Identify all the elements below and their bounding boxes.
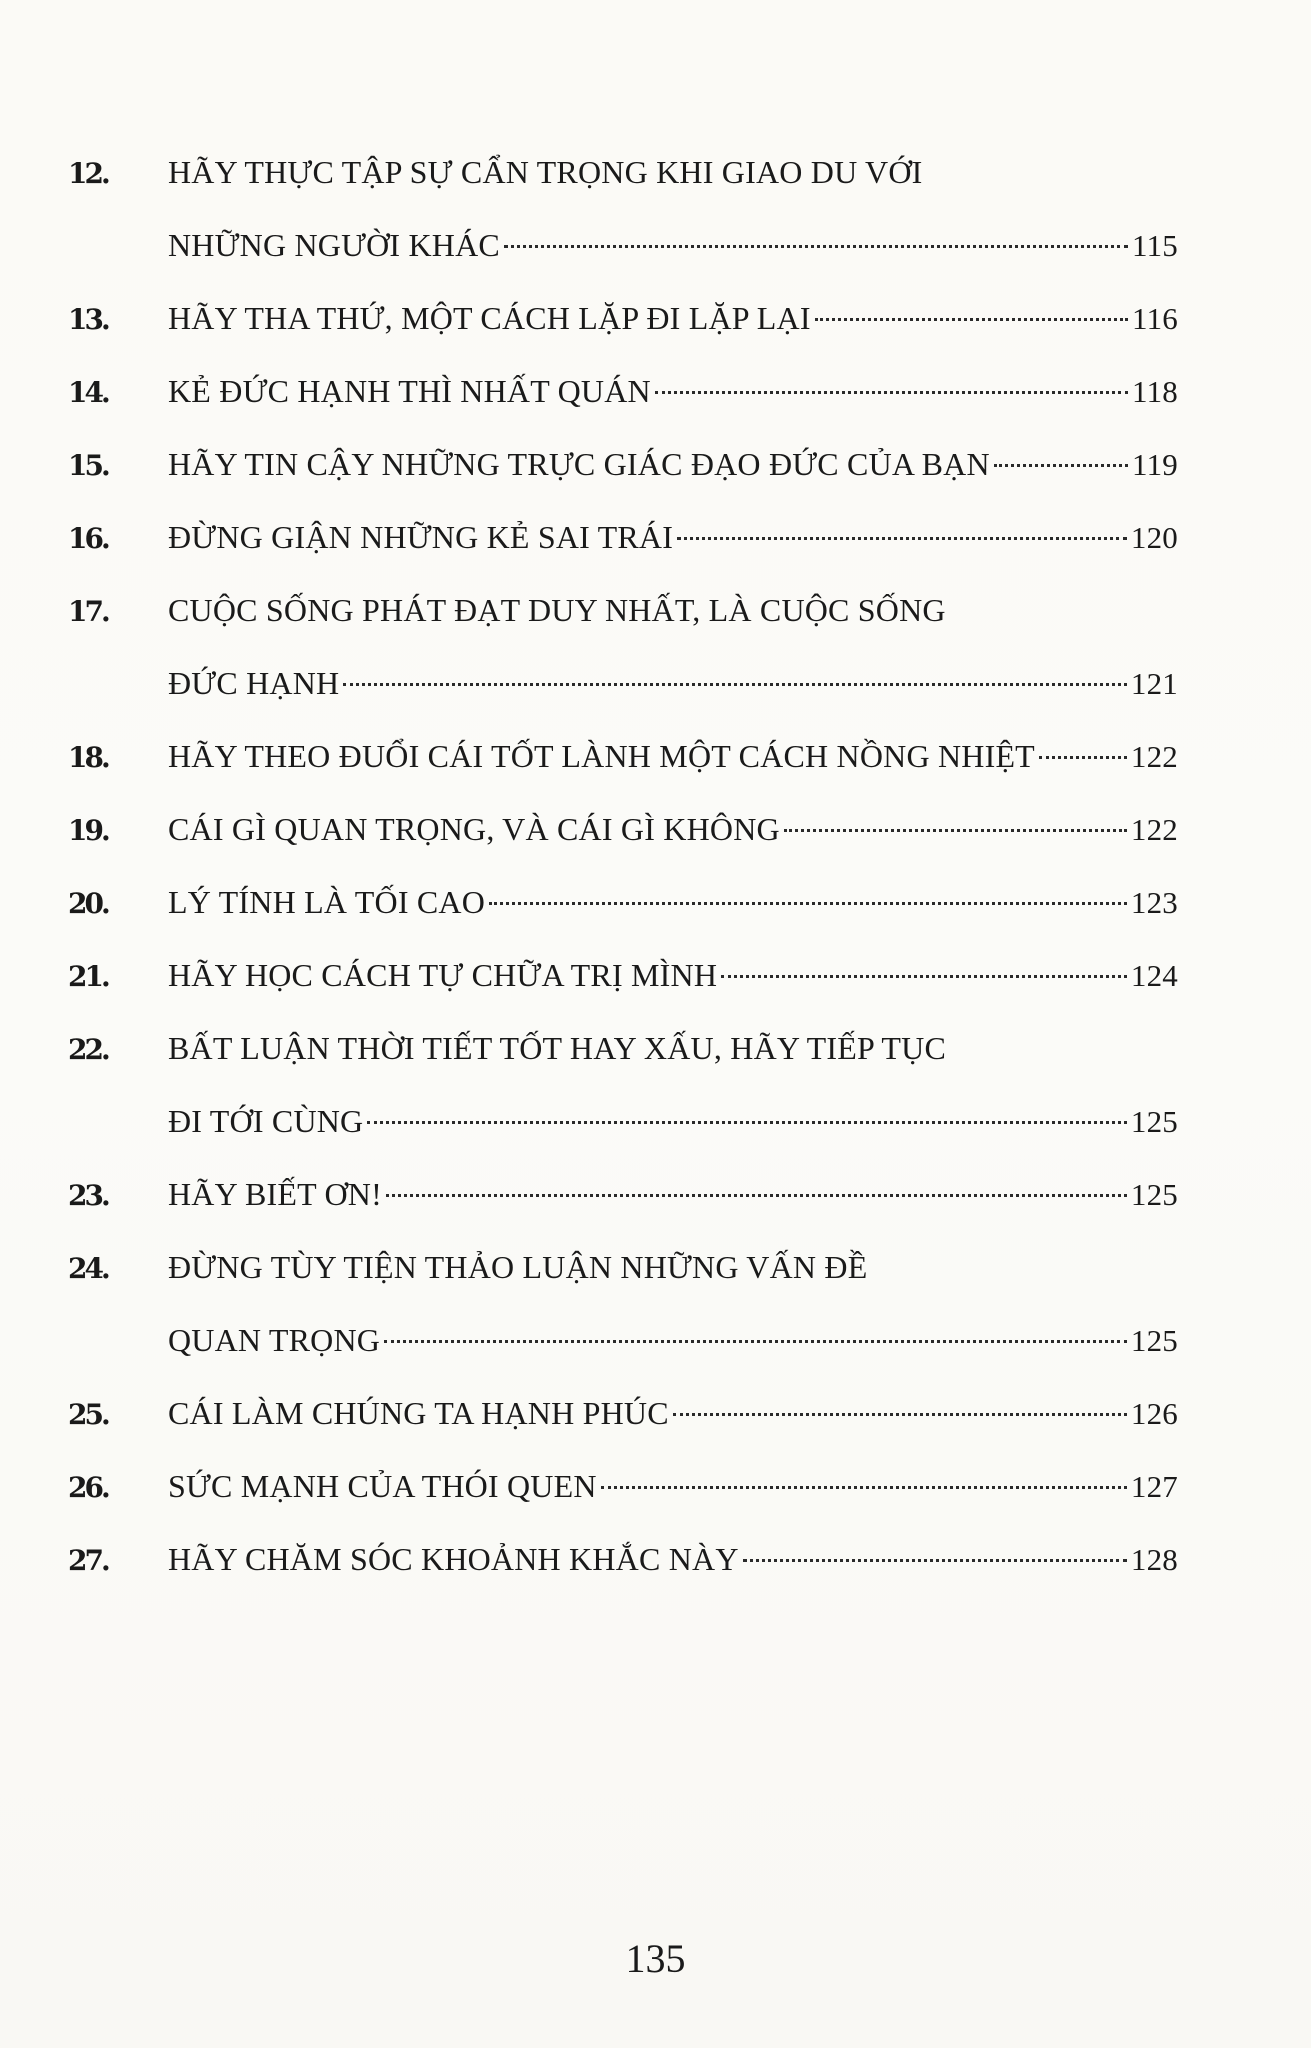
toc-entry-line	[68, 282, 1178, 355]
toc-entry-line	[68, 1231, 1178, 1304]
dot-leader	[504, 245, 1128, 248]
toc-entry-title: NHỮNG NGƯỜI KHÁC	[168, 227, 500, 263]
toc-entry-line	[68, 1085, 1178, 1158]
toc-entry-page: 124	[1130, 958, 1178, 993]
toc-entry-line	[68, 939, 1178, 1012]
toc-entry-title: HÃY THỰC TẬP SỰ CẨN TRỌNG KHI GIAO DU VỚI	[168, 154, 923, 190]
toc-entry-line	[68, 793, 1178, 866]
toc-entry-page: 126	[1130, 1396, 1178, 1431]
toc-entry-page: 121	[1130, 666, 1178, 701]
toc-entry-line	[68, 428, 1178, 501]
toc-entry	[68, 1450, 1178, 1523]
toc-entry-line	[68, 1158, 1178, 1231]
toc-entry-number: 21.	[68, 960, 108, 993]
toc-entry-title: BẤT LUẬN THỜI TIẾT TỐT HAY XẤU, HÃY TIẾP TỤC	[168, 1030, 947, 1066]
toc-entry-title: SỨC MẠNH CỦA THÓI QUEN	[168, 1468, 597, 1504]
toc-entry-line	[68, 1377, 1178, 1450]
toc-entry-line	[68, 1012, 1178, 1085]
toc-entry	[68, 574, 1178, 720]
toc-entry-page: 122	[1130, 812, 1178, 847]
toc-entry-number: 13.	[68, 303, 108, 336]
toc-entry-line	[68, 209, 1178, 282]
toc-entry-number: 14.	[68, 376, 108, 409]
page-number: 135	[625, 1936, 686, 1981]
dot-leader	[343, 683, 1127, 686]
toc-entry-number: 16.	[68, 522, 108, 555]
toc-entry	[68, 793, 1178, 866]
toc-entry-title: HÃY TIN CẬY NHỮNG TRỰC GIÁC ĐẠO ĐỨC CỦA BẠN	[168, 446, 990, 482]
toc-entry-number: 15.	[68, 449, 108, 482]
toc-entry-page: 127	[1130, 1469, 1178, 1504]
toc-entry-title: CUỘC SỐNG PHÁT ĐẠT DUY NHẤT, LÀ CUỘC SỐNG	[168, 592, 946, 628]
dot-leader	[677, 537, 1127, 540]
toc-entry-number: 17.	[68, 595, 108, 628]
dot-leader	[994, 464, 1128, 467]
dot-leader	[1039, 756, 1127, 759]
dot-leader	[384, 1340, 1127, 1343]
toc-entry-number: 23.	[68, 1179, 108, 1212]
toc-entry-number: 22.	[68, 1033, 108, 1066]
toc-entry-number: 24.	[68, 1252, 108, 1285]
toc-entry-title: QUAN TRỌNG	[168, 1322, 381, 1358]
toc-entry	[68, 1231, 1178, 1377]
toc-entry-page: 125	[1130, 1177, 1178, 1212]
toc-entry	[68, 1523, 1178, 1596]
toc-entry-number: 19.	[68, 814, 108, 847]
toc-entry	[68, 720, 1178, 793]
dot-leader	[815, 318, 1128, 321]
toc-entry	[68, 501, 1178, 574]
toc-entry-line	[68, 574, 1178, 647]
toc-entry-line	[68, 136, 1178, 209]
toc-entry	[68, 282, 1178, 355]
dot-leader	[655, 391, 1128, 394]
toc-entry-page: 125	[1130, 1104, 1178, 1139]
toc-entry-title: HÃY BIẾT ƠN!	[168, 1176, 382, 1212]
toc-entry-title: HÃY CHĂM SÓC KHOẢNH KHẮC NÀY	[168, 1541, 739, 1577]
toc-entry-page: 115	[1132, 228, 1178, 263]
toc-entry	[68, 866, 1178, 939]
dot-leader	[784, 829, 1127, 832]
toc-entry-title: HÃY HỌC CÁCH TỰ CHỮA TRỊ MÌNH	[168, 957, 718, 993]
dot-leader	[489, 902, 1127, 905]
dot-leader	[673, 1413, 1127, 1416]
dot-leader	[386, 1194, 1127, 1197]
toc-entry-title: KẺ ĐỨC HẠNH THÌ NHẤT QUÁN	[168, 373, 651, 409]
toc-entry-number: 20.	[68, 887, 108, 920]
toc-entry-page: 119	[1132, 447, 1178, 482]
toc-entry-title: CÁI LÀM CHÚNG TA HẠNH PHÚC	[168, 1395, 669, 1431]
toc-entry-line	[68, 866, 1178, 939]
toc-entry-title: ĐỪNG TÙY TIỆN THẢO LUẬN NHỮNG VẤN ĐỀ	[168, 1249, 868, 1285]
toc-entry-line	[68, 720, 1178, 793]
toc-entry-line	[68, 501, 1178, 574]
toc-entry-line	[68, 1304, 1178, 1377]
toc-entry-page: 125	[1130, 1323, 1178, 1358]
toc-entry-number: 27.	[68, 1544, 108, 1577]
toc-entry-number: 18.	[68, 741, 108, 774]
dot-leader	[601, 1486, 1127, 1489]
toc-entry-page: 122	[1130, 739, 1178, 774]
toc-entry-page: 116	[1132, 301, 1178, 336]
toc-entry-line	[68, 1523, 1178, 1596]
toc-entry-title: CÁI GÌ QUAN TRỌNG, VÀ CÁI GÌ KHÔNG	[168, 811, 780, 847]
table-of-contents	[68, 136, 1178, 1596]
toc-entry-title: HÃY THA THỨ, MỘT CÁCH LẶP ĐI LẶP LẠI	[168, 300, 811, 336]
toc-entry-page: 120	[1130, 520, 1178, 555]
toc-entry-line	[68, 355, 1178, 428]
toc-entry-page: 123	[1130, 885, 1178, 920]
dot-leader	[743, 1559, 1127, 1562]
toc-entry-title: ĐỪNG GIẬN NHỮNG KẺ SAI TRÁI	[168, 519, 674, 555]
toc-entry	[68, 136, 1178, 282]
toc-entry	[68, 939, 1178, 1012]
toc-entry-line	[68, 647, 1178, 720]
toc-entry-title: ĐI TỚI CÙNG	[168, 1103, 364, 1139]
toc-entry-page: 128	[1130, 1542, 1178, 1577]
toc-entry-line	[68, 1450, 1178, 1523]
dot-leader	[721, 975, 1127, 978]
toc-entry-number: 25.	[68, 1398, 108, 1431]
toc-entry-title: HÃY THEO ĐUỔI CÁI TỐT LÀNH MỘT CÁCH NỒNG NHIỆT	[168, 738, 1035, 774]
toc-entry-page: 118	[1132, 374, 1178, 409]
toc-entry	[68, 428, 1178, 501]
toc-entry-number: 12.	[68, 157, 108, 190]
dot-leader	[367, 1121, 1127, 1124]
toc-entry-title: ĐỨC HẠNH	[168, 665, 340, 701]
toc-entry	[68, 355, 1178, 428]
toc-entry-title: LÝ TÍNH LÀ TỐI CAO	[168, 884, 486, 920]
toc-entry-number: 26.	[68, 1471, 108, 1504]
toc-entry	[68, 1377, 1178, 1450]
toc-entry	[68, 1012, 1178, 1158]
toc-entry	[68, 1158, 1178, 1231]
